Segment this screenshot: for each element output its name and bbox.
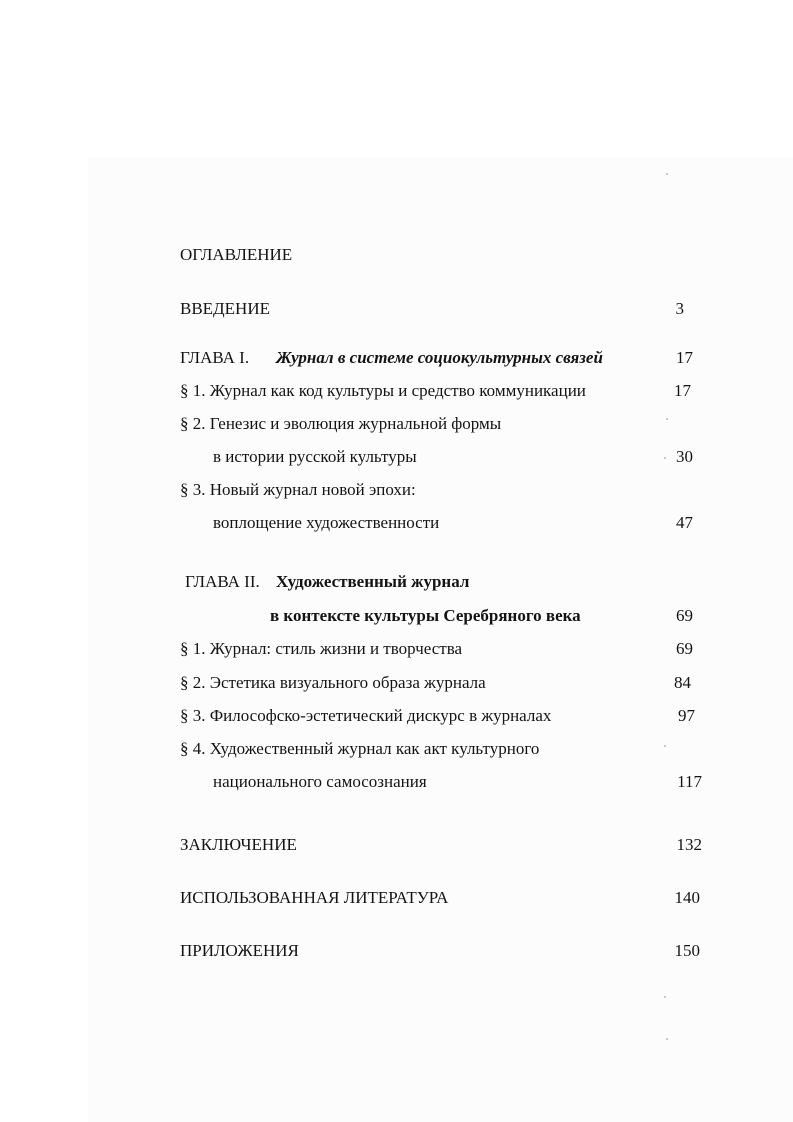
chapter-2-section-1-page: 69 — [676, 639, 693, 658]
toc-entry-conclusion-page: 132 — [676, 835, 702, 854]
chapter-2-section-4-line1: § 4. Художественный журнал как акт культурного — [180, 739, 540, 758]
chapter-2-page: 69 — [676, 606, 693, 625]
chapter-2-label: ГЛАВА II. — [185, 572, 260, 591]
chapter-2-title-line1: Художественный журнал — [276, 572, 470, 591]
chapter-1-section-3-line1: § 3. Новый журнал новой эпохи: — [180, 480, 416, 499]
scan-speck — [666, 173, 668, 175]
toc-entry-intro-title: ВВЕДЕНИЕ — [180, 299, 270, 318]
toc-heading: ОГЛАВЛЕНИЕ — [180, 245, 293, 264]
chapter-1-section-2-page: 30 — [676, 447, 693, 466]
scan-speck — [664, 996, 666, 998]
chapter-2-title-line2: в контексте культуры Серебряного века — [270, 606, 581, 625]
chapter-1-page: 17 — [676, 348, 693, 367]
toc-entry-conclusion-title: ЗАКЛЮЧЕНИЕ — [180, 835, 297, 854]
chapter-1-section-1: § 1. Журнал как код культуры и средство коммуникации — [180, 381, 586, 400]
toc-entry-references-page: 140 — [674, 888, 700, 907]
chapter-2-section-4-page: 117 — [677, 772, 702, 791]
toc-entry-references-title: ИСПОЛЬЗОВАННАЯ ЛИТЕРАТУРА — [180, 888, 449, 907]
chapter-2-section-1: § 1. Журнал: стиль жизни и творчества — [180, 639, 463, 658]
chapter-1-section-1-page: 17 — [674, 381, 691, 400]
chapter-2-section-4-line2: национального самосознания — [213, 772, 427, 791]
chapter-1-label: ГЛАВА I. — [180, 348, 250, 367]
scan-speck — [666, 1038, 668, 1040]
toc-entry-appendices-title: ПРИЛОЖЕНИЯ — [180, 941, 299, 960]
chapter-2-section-3: § 3. Философско-эстетический дискурс в журналах — [180, 706, 552, 725]
chapter-1-section-3-line2: воплощение художественности — [213, 513, 440, 532]
chapter-1-section-2-line2: в истории русской культуры — [213, 447, 417, 466]
toc-entry-intro-page: 3 — [675, 299, 684, 318]
toc-entry-appendices-page: 150 — [674, 941, 700, 960]
chapter-1-section-3-page: 47 — [676, 513, 693, 532]
chapter-2-section-2-page: 84 — [674, 673, 691, 692]
scan-speck — [666, 418, 668, 420]
chapter-1-section-2-line1: § 2. Генезис и эволюция журнальной формы — [180, 414, 502, 433]
chapter-2-section-2: § 2. Эстетика визуального образа журнала — [180, 673, 486, 692]
chapter-2-section-3-page: 97 — [678, 706, 695, 725]
chapter-1-title: Журнал в системе социокультурных связей — [276, 348, 603, 367]
scan-speck — [664, 745, 666, 747]
